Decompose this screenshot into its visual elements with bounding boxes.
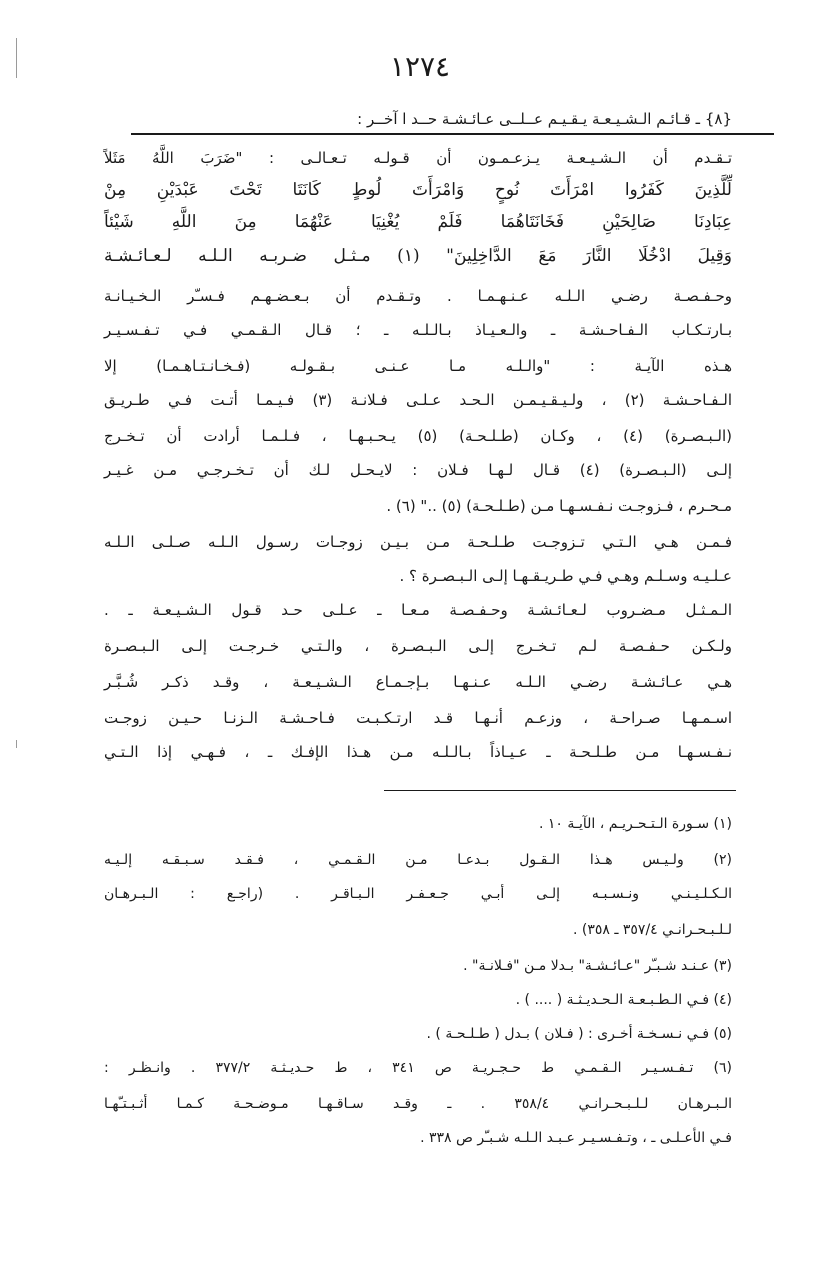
footnote-line: (٢) ولـيـس هـذا الـقـول بـدعـا مـن الـقـمـي ، فـقـد سـبـقـه إلـيـه bbox=[104, 852, 732, 868]
body-line: الـمـثـل مـضـروب لـعـائـشـة وحـفـصـة مـعـا ـ عـلـى حـد قـول الـشـيـعـة ـ . bbox=[104, 601, 732, 619]
footnote-line: (٦) تـفـسـيـر الـقـمـي ط حـجـريـة ص ٣٤١ ، ط حـديـثـة ٣٧٧/٢ . وانـظـر : bbox=[104, 1060, 733, 1076]
body-line: إلـى (الـبـصـرة) (٤) قـال لـهـا فـلان : لايـحـل لـك أن تـخـرجـي مـن غـيـر bbox=[104, 461, 732, 479]
body-line: اسـمـهـا صـراحـة ، وزعـم أنـهـا قـد ارتـكـبـت فـاحـشـة الـزنـا حـيـن زوجـت bbox=[104, 709, 732, 727]
page-number: ١٢٧٤ bbox=[389, 50, 451, 83]
footnote-line: الـبـرهـان لـلـبـحـرانـي ٣٥٨/٤ . ـ وقـد سـاقـهـا مـوضـحـة كـمـا أثـبـتـّهـا bbox=[104, 1096, 732, 1112]
footnote-line: فـي الأعـلـى ـ ، وتـفـسـيـر عـبـد الـلـه شـبـّر ص ٣٣٨ . bbox=[420, 1130, 732, 1146]
body-line: وحـفـصـة رضـي الـلـه عـنـهـمـا . وتـقـدم أن بـعـضـهـم فـسـّر الـخـيـانـة bbox=[104, 287, 732, 305]
body-line: الـفـاحـشـة (٢) ، ولـيـقـيـمـن الـحـد عـلـى فـلانـة (٣) فـيـمـا أتـت فـي طـريـق bbox=[104, 391, 732, 409]
body-line: نـفـسـهـا مـن طـلـحـة ـ عـيـاذاً بـالـلـه مـن هـذا الإفـك ـ ، فـهـي إذا الـتـي bbox=[104, 743, 732, 761]
left-margin-scan-dot bbox=[16, 740, 17, 748]
footnote-line: (١) سـورة الـتـحـريـم ، الآيـة ١٠ . bbox=[538, 816, 732, 832]
footnote-line: (٥) فـي نـسـخـة أخـرى : ( فـلان ) بـدل ( طـلـحـة ) . bbox=[426, 1026, 732, 1042]
body-line-quran: وَقِيلَ ادْخُلَا النَّارَ مَعَ الدَّاخِلِينَ" (١) مـثـل ضـربـه الـلـه لـعـائـشـة bbox=[104, 246, 732, 266]
heading-underline bbox=[131, 133, 774, 135]
body-line: تـقـدم أن الـشـيـعـة يـزعـمـون أن قـولـه تـعـالـى : "ضَرَبَ اللَّهُ مَثَلاً bbox=[104, 149, 732, 167]
footnote-line: (٤) فـي الـطـبـعـة الـحـديـثـة ( .... ) . bbox=[515, 992, 732, 1008]
body-line: هـذه الآيـة : "والـلـه مـا عـنـى بـقـولـه (فـخـانـتـاهـمـا) إلا bbox=[104, 357, 732, 375]
body-line: مـحـرم ، فـزوجـت نـفـسـهـا مـن (طـلـحـة) (٥) .." (٦) . bbox=[386, 497, 732, 515]
body-line-quran: لِّلَّذِينَ كَفَرُوا امْرَأَتَ نُوحٍ وَامْرَأَتَ لُوطٍ كَانَتَا تَحْتَ عَبْدَيْنِ مِنْ bbox=[104, 180, 732, 200]
body-line: بـارتـكـاب الـفـاحـشـة ـ والـعـيـاذ بـالـلـه ـ ؛ قـال الـقـمـي فـي تـفـسـيـر bbox=[104, 321, 732, 339]
body-line: ولـكـن حـفـصـة لـم تـخـرج إلـى الـبـصـرة ، والـتـي خـرجـت إلـى الـبـصـرة bbox=[104, 637, 732, 655]
body-line-quran: عِبَادِنَا صَالِحَيْنِ فَخَانَتَاهُمَا فَلَمْ يُغْنِيَا عَنْهُمَا مِنَ اللَّهِ شَيْئاً bbox=[104, 212, 732, 232]
footnote-line: (٣) عـنـد شـبـّر "عـائـشـة" بـدلا مـن "فـلانـة" . bbox=[463, 958, 732, 974]
footnote-line: الـكـلـيـنـي ونـسـبـه إلـى أبـي جـعـفـر الـبـاقـر . (راجـع : الـبـرهـان bbox=[104, 886, 732, 902]
section-heading: {٨} ـ قـائـم الـشـيـعـة يـقـيـم عــلــى عـائـشـة حــد ا آخــر : bbox=[357, 110, 732, 128]
footnote-line: لـلـبـحـرانـي ٣٥٧/٤ ـ ٣٥٨) . bbox=[572, 922, 732, 938]
body-line: (الـبـصـرة) (٤) ، وكـان (طـلـحـة) (٥) يـحـبـهـا ، فـلـمـا أرادت أن تـخـرج bbox=[104, 427, 733, 445]
body-line: فـمـن هـي الـتـي تـزوجـت طـلـحـة مـن بـيـن زوجـات رسـول الـلـه صـلـى الـلـه bbox=[104, 533, 732, 551]
footnote-separator bbox=[384, 790, 736, 791]
body-line: عـلـيـه وسـلـم وهـي فـي طـريـقـهـا إلـى الـبـصـرة ؟ . bbox=[399, 567, 732, 585]
body-line: هـي عـائـشـة رضـي الـلـه عـنـهـا بـإجـمـاع الـشـيـعـة ، وقـد ذكـر شُـبَّـر bbox=[104, 673, 732, 691]
